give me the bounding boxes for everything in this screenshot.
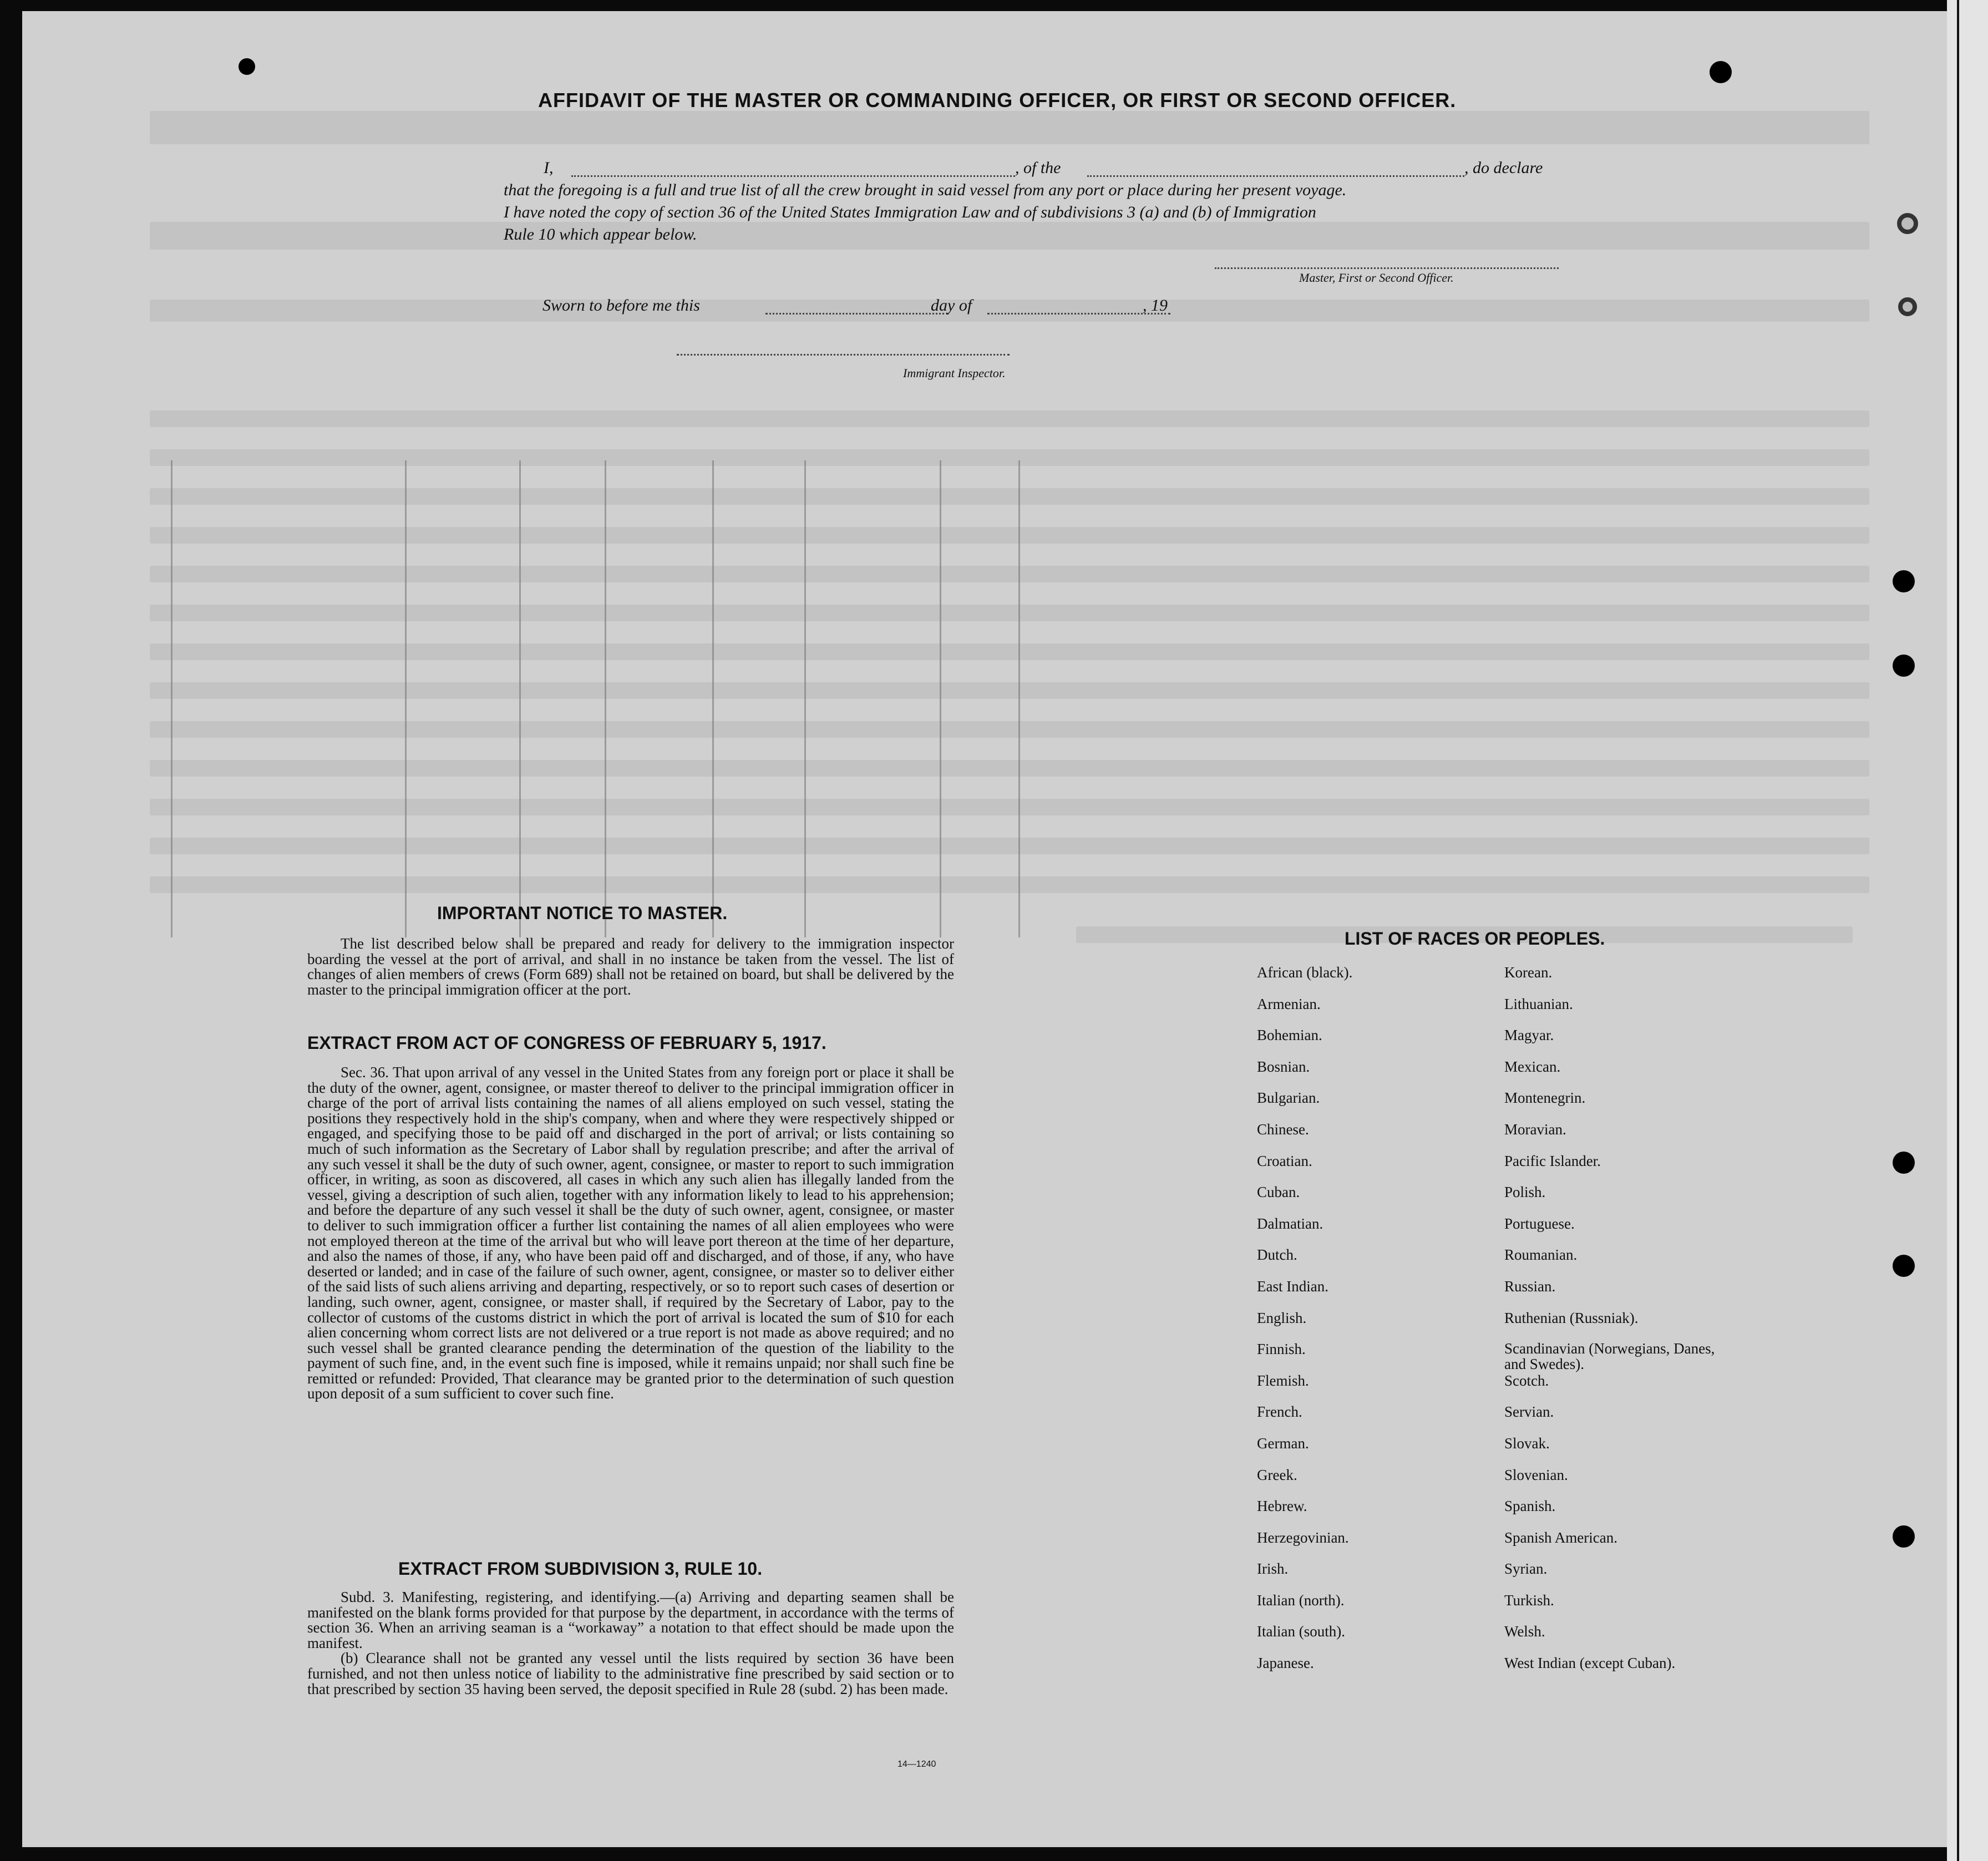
race-item: Mexican. [1504,1058,1561,1075]
bleed-row [150,876,1869,893]
bleed-row [150,566,1869,582]
affidavit-line-2: that the foregoing is a full and true list of all the crew brought in said vessel from any port or place during her present voyage. [504,181,1347,199]
extract-rule-title: EXTRACT FROM SUBDIVISION 3, RULE 10. [398,1559,763,1579]
punch-hole [1893,1152,1915,1174]
race-item: Russian. [1504,1277,1556,1295]
bleed-row [150,605,1869,621]
bleed-row [150,838,1869,854]
inspector-blank [677,354,1010,356]
bleed-row [150,111,1869,144]
race-item: Welsh. [1504,1623,1545,1640]
race-item: Bohemian. [1257,1027,1322,1044]
page-edge-line [1957,0,1959,1861]
race-item: Bosnian. [1257,1058,1310,1075]
races-left-column [1257,964,1352,1686]
race-item: Slovenian. [1504,1466,1568,1483]
affidavit-title: AFFIDAVIT OF THE MASTER OR COMMANDING OFFICER, OR FIRST OR SECOND OFFICER. [538,89,1457,111]
bleed-row [150,721,1869,738]
race-item: Korean. [1504,964,1553,981]
race-item: Croatian. [1257,1152,1312,1169]
affidavit-line-3: I have noted the copy of section 36 of the United States Immigration Law and of subdivisions 3 (a) and (b) of Immigration [504,203,1316,221]
race-item: Slovak. [1504,1434,1550,1452]
punch-hole [1893,655,1915,677]
punch-hole [1897,213,1918,234]
race-item: Dalmatian. [1257,1215,1323,1232]
race-item: English. [1257,1309,1307,1326]
bleed-row [150,222,1869,250]
race-item: Magyar. [1504,1027,1554,1044]
day-of-text: day of [931,296,972,315]
sworn-day-blank [765,313,949,315]
race-item: Montenegrin. [1504,1089,1586,1107]
bleed-row [150,799,1869,815]
bleed-row [150,760,1869,777]
race-item: Moravian. [1504,1120,1566,1138]
race-item: Dutch. [1257,1246,1297,1264]
punch-hole [239,58,255,75]
race-item: Roumanian. [1504,1246,1578,1264]
extract-act-text: Sec. 36. That upon arrival of any vessel in the United States from any foreign port or place it shall be the duty of the owner, agent, consignee, or master thereof to deliver to the principal immigration officer in charge of the port of arrival lists containing the names of all aliens employed on such vessel, stating the positions they respectively hold in the ship's company, when and where they were respectively shipped or engaged, and specifying those to be paid off and discharged in the port of arrival; or lists containing so much of such information as the Secretary of Labor shall by regulation prescribe; and after the arrival of any such vessel it shall be the duty of such owner, agent, consignee, or master to report to such immigration officer, in writing, as soon as discovered, all cases in which any such alien has illegally landed from the vessel, giving a description of such alien, together with any information likely to lead to his apprehension; and before the departure of any such vessel it shall be the duty of such owner, agent, consignee, or master to deliver to such immigration officer a further list containing the names of all alien employees who were not employed thereon at the time of the arrival but who will leave port thereon at the time of her departure, and also the names of those, if any, who have been paid off and discharged, and of those, if any, who have deserted or landed; and in case of the failure of such owner, agent, consignee, or master so to deliver either of the said lists of such aliens arriving and departing, respectively, or so to report such cases of desertion or landing, such owner, agent, consignee, or master shall, if required by the Secretary of Labor, pay to the collector of customs of the customs district in which the port of arrival is located the sum of $10 for each alien concerning whom correct lists are not delivered or a true report is not made as above required; and no such vessel shall be granted clearance pending the determination of the question of the liability to the payment of such fine, and, in the event such fine is imposed, while it remains unpaid; nor shall such fine be remitted or refunded: Provided, That clearance may be granted prior to the determination of such question upon deposit of a sum sufficient to cover such fine. [307,1064,954,1402]
name-blank [571,175,1015,177]
race-item: Chinese. [1257,1120,1309,1138]
race-item: Spanish. [1504,1498,1556,1515]
affidavit-line-4: Rule 10 which appear below. [504,225,697,244]
race-item: Spanish American. [1504,1529,1617,1546]
inspector-caption: Immigrant Inspector. [903,366,1006,380]
race-item: West Indian (except Cuban). [1504,1655,1676,1672]
races-title: LIST OF RACES OR PEOPLES. [1345,929,1605,949]
year-text: , 19 [1143,296,1168,315]
race-item: Italian (south). [1257,1623,1345,1640]
race-item: Herzegovinian. [1257,1529,1349,1546]
signature-blank [1215,267,1559,269]
race-item: Turkish. [1504,1591,1554,1609]
vessel-blank [1087,175,1464,177]
affidavit-declare: , do declare [1464,159,1543,177]
race-item: Armenian. [1257,995,1321,1012]
race-item: French. [1257,1403,1302,1421]
rule-para-a: Subd. 3. Manifesting, registering, and identifying.—(a) Arriving and departing seamen shall be manifested on the blank forms provided for that purpose by the department, in accordance with the terms of section 36. When an arriving seaman is a “workaway” a notation to that effect should be made upon the manifest. [307,1589,954,1651]
race-item: Cuban. [1257,1184,1300,1201]
race-item: Portuguese. [1504,1215,1575,1232]
bleed-row [150,449,1869,466]
bleed-row [150,410,1869,427]
bleed-row [150,488,1869,505]
document-page [22,11,1947,1847]
race-item: Pacific Islander. [1504,1152,1601,1169]
race-item: Italian (north). [1257,1591,1345,1609]
race-item: Flemish. [1257,1372,1309,1389]
bleed-row [150,682,1869,699]
race-item: German. [1257,1434,1309,1452]
race-item: Syrian. [1504,1560,1548,1578]
punch-hole [1898,297,1917,316]
sworn-text: Sworn to before me this [542,296,700,315]
bleed-row [150,300,1869,322]
notice-title: IMPORTANT NOTICE TO MASTER. [437,903,728,923]
signer-caption: Master, First or Second Officer. [1299,271,1454,285]
page-edge [1947,0,1988,1861]
punch-hole [1893,570,1915,592]
race-item: Polish. [1504,1184,1546,1201]
race-item: Irish. [1257,1560,1289,1578]
race-item: Ruthenian (Russniak). [1504,1309,1639,1326]
notice-text: The list described below shall be prepared and ready for delivery to the immigration inspector boarding the vessel at the port of arrival, and shall in no instance be taken from the vessel. The list of changes of alien members of crews (Form 689) shall not be retained on board, but shall be delivered by the master to the principal immigration officer at the port. [307,935,954,998]
race-item: African (black). [1257,964,1353,981]
punch-hole [1893,1255,1915,1277]
race-item: Servian. [1504,1403,1554,1421]
race-item: Japanese. [1257,1655,1314,1672]
extract-act-title: EXTRACT FROM ACT OF CONGRESS OF FEBRUARY 5, 1917. [307,1033,826,1053]
race-item: Hebrew. [1257,1498,1307,1515]
punch-hole [1710,61,1732,83]
race-item: East Indian. [1257,1277,1328,1295]
punch-hole [1893,1525,1915,1548]
race-item: Scotch. [1504,1372,1549,1389]
race-item: Bulgarian. [1257,1089,1320,1107]
bleed-row [150,643,1869,660]
affidavit-i: I, [544,159,554,177]
affidavit-of-the: , of the [1015,159,1061,177]
race-item: Scandinavian (Norwegians, Danes, and Swedes). [1504,1340,1715,1373]
bleed-row [150,527,1869,544]
race-item: Lithuanian. [1504,995,1573,1012]
race-item: Greek. [1257,1466,1297,1483]
rule-para-b: (b) Clearance shall not be granted any vessel until the lists required by section 36 have been furnished, and not then unless notice of liability to the administrative fine prescribed by said section or to that prescribed by section 35 having been served, the deposit specified in Rule 28 (subd. 2) has been made. [307,1650,954,1697]
form-number: 14—1240 [897,1759,936,1769]
races-right-column [1504,964,1737,1686]
extract-rule-text [307,1590,954,1697]
race-item: Finnish. [1257,1341,1306,1358]
